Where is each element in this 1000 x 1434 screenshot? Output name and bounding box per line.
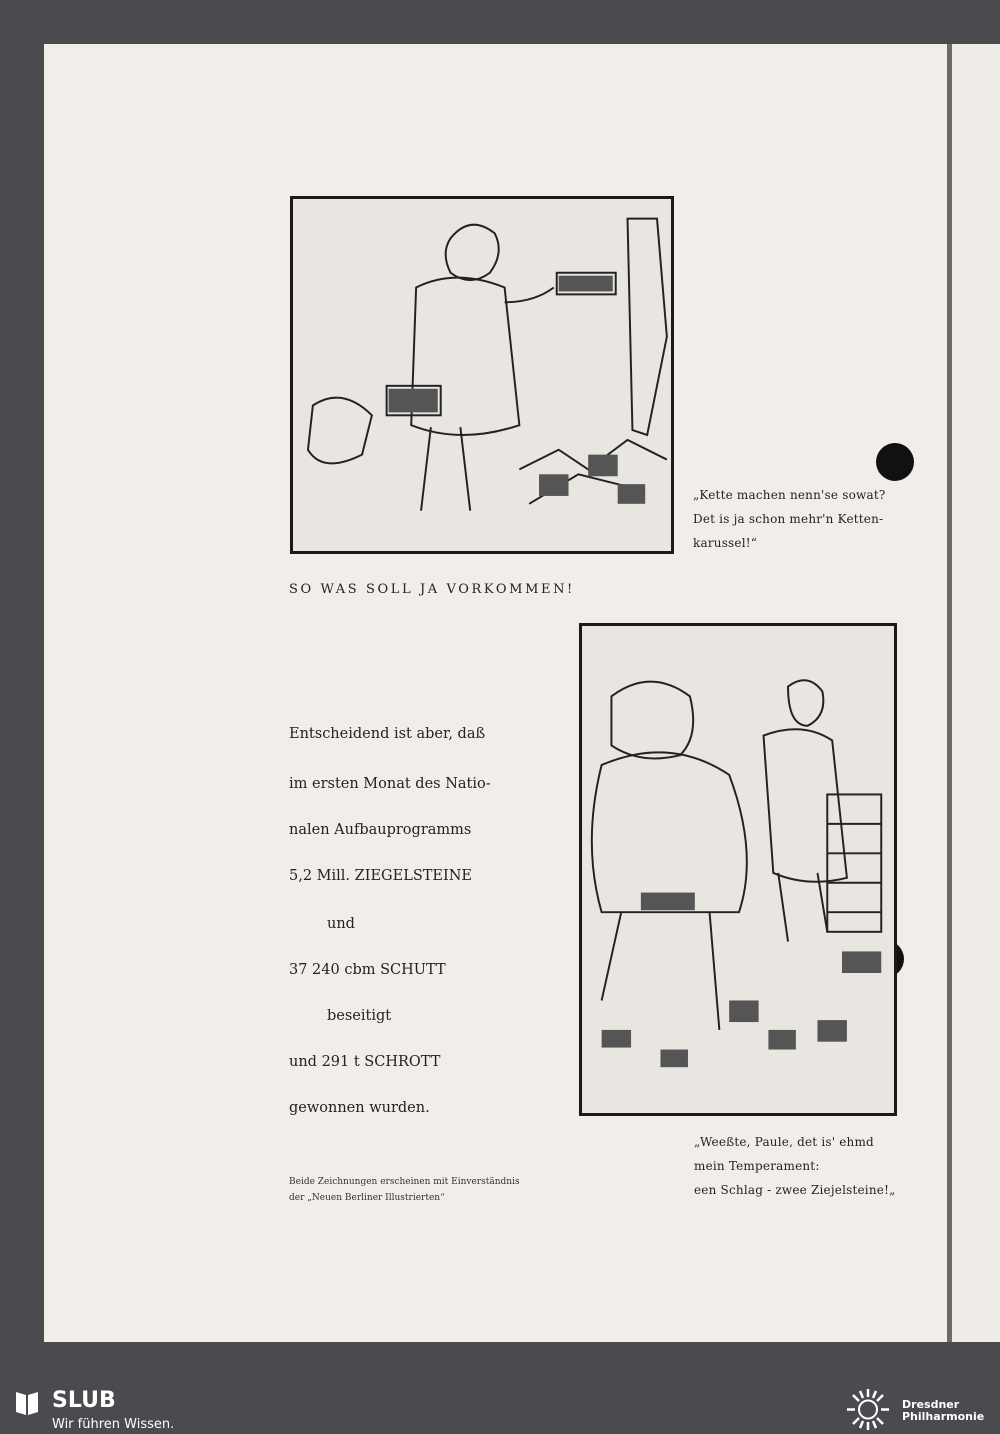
- stats-line: 5,2 Mill. ZIEGELSTEINE: [289, 868, 473, 884]
- viewer-footer: [0, 1385, 1000, 1434]
- quote-line: karussel!“: [693, 536, 758, 550]
- quote-line: mein Temperament:: [694, 1159, 820, 1173]
- slub-logo-text[interactable]: SLUB: [52, 1388, 116, 1413]
- partner-line: Philharmonie: [902, 1410, 985, 1423]
- cartoon-bottom-quote: [694, 1130, 896, 1202]
- quote-line: „Kette machen nenn'se sowat?: [693, 488, 886, 502]
- cartoon-bottom-illustration: [579, 623, 897, 1116]
- quote-line: een Schlag - zwee Ziejelsteine!„: [694, 1183, 896, 1197]
- cartoon-top-quote: [693, 483, 885, 555]
- sunburst-logo-icon[interactable]: [842, 1387, 894, 1432]
- punch-hole: [876, 443, 914, 481]
- quote-line: „Weeßte, Paule, det is' ehmd: [694, 1135, 874, 1149]
- stats-line: und 291 t SCHROTT: [289, 1054, 441, 1070]
- partner-line: Dresdner: [902, 1398, 960, 1411]
- stats-line: im ersten Monat des Natio-: [289, 776, 491, 792]
- credit-line: Beide Zeichnungen erscheinen mit Einverständnis: [289, 1177, 520, 1187]
- stats-line: Entscheidend ist aber, daß: [289, 726, 486, 742]
- slub-tagline: Wir führen Wissen.: [52, 1417, 175, 1432]
- partner-logo-text: [902, 1399, 984, 1423]
- headline: SO WAS SOLL JA VORKOMMEN!: [289, 582, 575, 597]
- stats-line: und: [327, 916, 355, 932]
- stats-line: gewonnen wurden.: [289, 1100, 430, 1116]
- next-page-edge: [952, 44, 1000, 1342]
- stats-line: 37 240 cbm SCHUTT: [289, 962, 446, 978]
- stats-line: beseitigt: [327, 1008, 392, 1024]
- book-icon: [12, 1389, 40, 1415]
- cartoon-top-illustration: [290, 196, 674, 554]
- credit-line: der „Neuen Berliner Illustrierten“: [289, 1193, 445, 1203]
- credit-note: [289, 1174, 520, 1206]
- quote-line: Det is ja schon mehr'n Ketten-: [693, 512, 884, 526]
- stats-line: nalen Aufbauprogramms: [289, 822, 472, 838]
